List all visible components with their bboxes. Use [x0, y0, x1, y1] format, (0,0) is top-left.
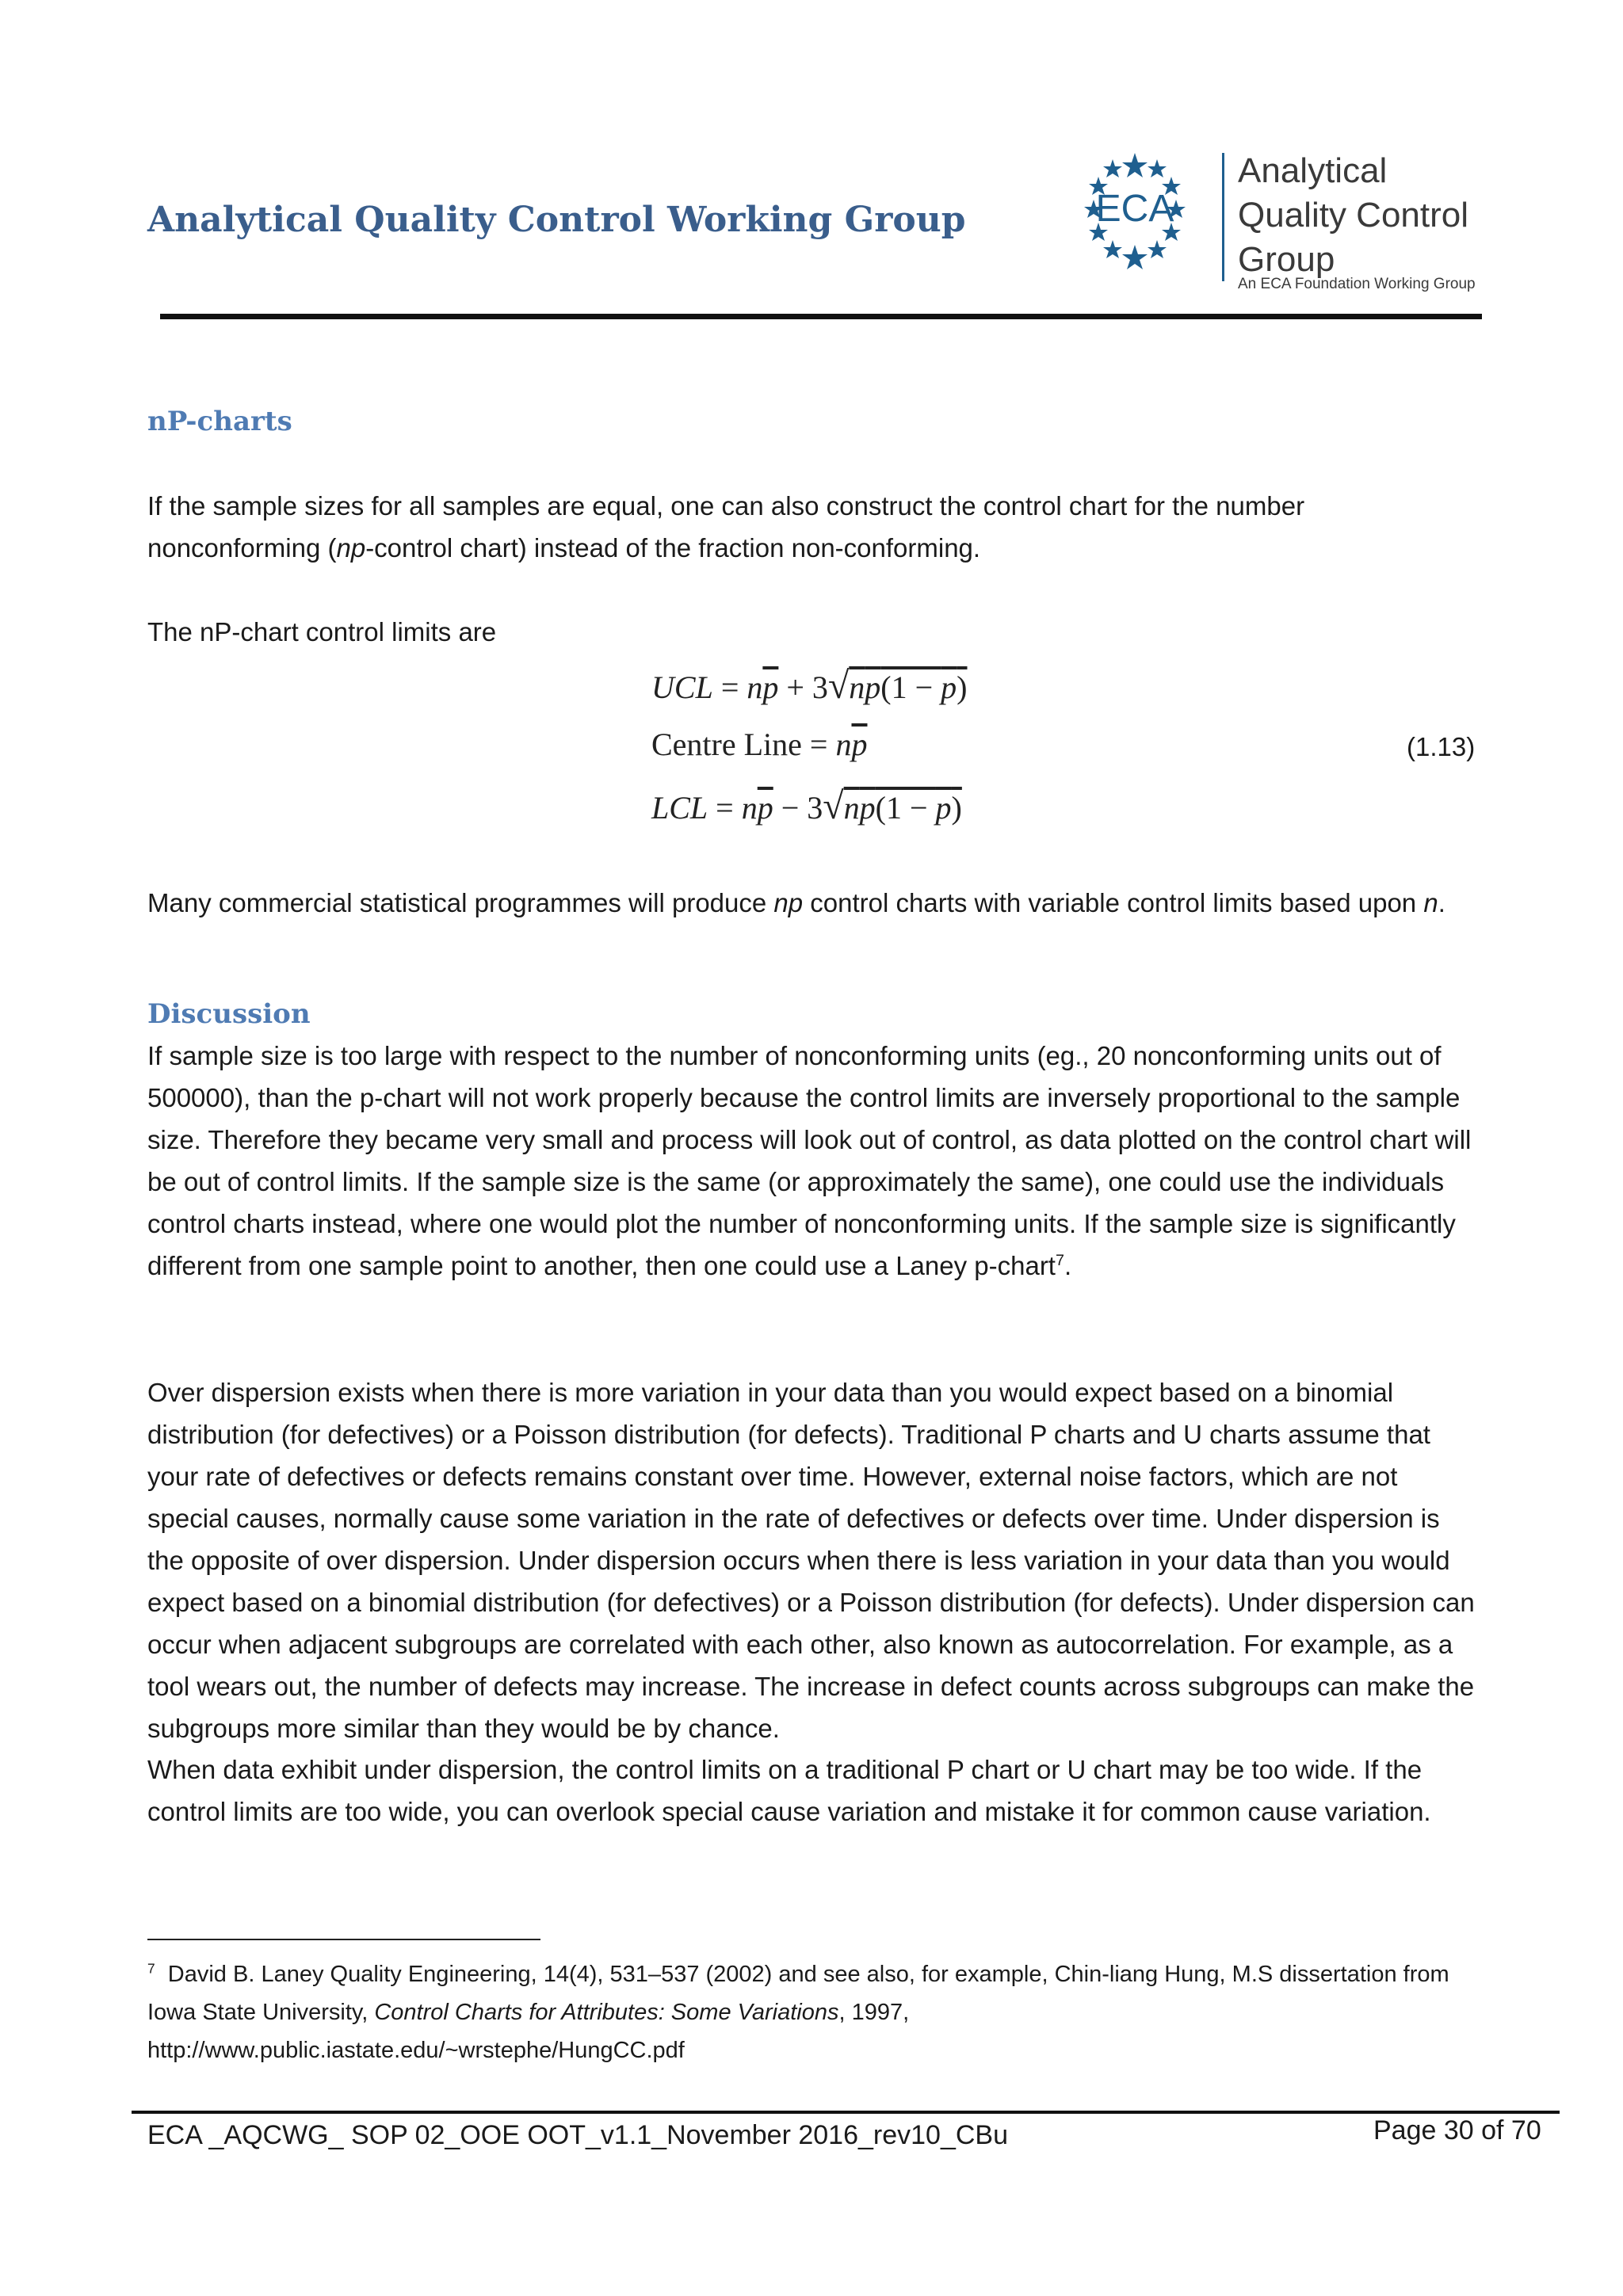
page-header-title: Analytical Quality Control Working Group — [147, 200, 966, 240]
footnote-number: 7 — [147, 1960, 155, 1977]
np-software-italic-n: n — [1423, 888, 1438, 917]
np-software-text-e: . — [1438, 888, 1445, 917]
logo-wordmark — [1238, 149, 1476, 293]
section-heading-discussion: Discussion — [147, 998, 311, 1030]
footnote-text-a: David B. Laney Quality Engineering, 14(4), 531–537 (2002) and see also, for example, Chin-liang Hung, M.S dissertation from Iowa State University — [147, 1962, 1449, 2025]
np-intro-italic: np — [336, 533, 366, 563]
footnote-text-b: , — [361, 2000, 375, 2025]
discussion-paragraph-1 — [147, 1035, 1479, 1287]
logo-subline: An ECA Foundation Working Group — [1238, 276, 1476, 292]
logo-star — [1122, 153, 1148, 177]
np-intro-text-c: -control chart) instead of the fraction non-conforming. — [365, 533, 981, 563]
np-intro-text-a: If the sample sizes for all samples are equal, one can also construct the control chart for the number nonconforming ( — [147, 491, 1305, 563]
logo-line-1: Analytical — [1238, 151, 1388, 190]
footnote-url-link[interactable]: http://www.public.iastate.edu/~wrstephe/HungCC.pdf — [147, 2038, 685, 2063]
formula-ucl: UCL = $n\overline{p} + 3√np(1 - p)$ — [651, 665, 968, 707]
header-rule — [160, 314, 1482, 319]
formula-centre-label: Centre Line — [651, 727, 802, 762]
formula-centre-line: Centre Line = $n\overline{p}$ — [651, 727, 868, 762]
logo-star — [1148, 159, 1167, 177]
np-software-paragraph — [147, 882, 1479, 924]
np-software-text-c: control charts with variable control limits based upon — [803, 888, 1424, 917]
footnote-title-italic: Control Charts for Attributes: Some Variations — [374, 2000, 839, 2025]
logo-mark: ECA — [1095, 188, 1174, 230]
footnote-text-d: , 1997, — [838, 2000, 910, 2025]
logo-line-3: Group — [1238, 240, 1335, 279]
np-software-text-a: Many commercial statistical programmes will produce — [147, 888, 774, 917]
footnote-7 — [147, 1955, 1495, 2069]
discussion-p1-text: If sample size is too large with respect to the number of nonconforming units (eg., 20 nonconforming units out of 500000), than the p-chart will not work properly because the control limits are inversely proportional to the sample size. Therefore they became very small and process will look out of control, as data plotted on the control chart will be out of control limits. If the sample size is the same (or approximately the same), one could use the individuals control charts instead, where one would plot the number of nonconforming units. If the sample size is significantly different from one sample point to another, then one could use a Laney p-chart — [147, 1041, 1472, 1280]
np-intro-paragraph — [147, 485, 1479, 569]
discussion-p1-end: . — [1064, 1251, 1072, 1280]
np-limits-intro: The nP-chart control limits are — [147, 617, 497, 646]
logo-line-2: Quality Control — [1238, 196, 1469, 235]
logo-star — [1148, 240, 1167, 258]
footer-rule — [132, 2111, 1560, 2114]
np-software-italic-np: np — [773, 888, 804, 917]
footnote-rule — [147, 1939, 540, 1940]
discussion-paragraph-3: When data exhibit under dispersion, the control limits on a traditional P chart or U chart may be too wide. If the control limits are too wide, you can overlook special cause variation and mistake it for common cause variation. — [147, 1755, 1431, 1826]
section-heading-np-charts: nP-charts — [147, 406, 292, 437]
logo-star — [1122, 245, 1148, 269]
formula-lcl: LCL = $n\overline{p} - 3√np(1 - p)$ — [651, 785, 962, 827]
logo-divider — [1222, 153, 1224, 281]
footnote-ref-7[interactable]: 7 — [1055, 1252, 1064, 1269]
logo-star — [1103, 159, 1122, 177]
footer-document-id: ECA _AQCWG_ SOP 02_OOE OOT_v1.1_November 2016_rev10_CBu — [147, 2120, 1009, 2150]
discussion-paragraph-2: Over dispersion exists when there is more variation in your data than you would expect based on a binomial distribution (for defectives) or a Poisson distribution (for defects). Traditional P charts and U charts assume that your rate of defectives or defects remains constant over time. However, external noise factors, which are not special causes, normally cause some variation in the rate of defectives or defects over time. Under dispersion is the opposite of over dispersion. Under dispersion occurs when there is less variation in your data than you would expect based on a binomial distribution (for defectives) or a Poisson distribution (for defects). Under dispersion can occur when adjacent subgroups are correlated with each other, also known as autocorrelation. For example, as a tool wears out, the number of defects may increase. The increase in defect counts across subgroups can make the subgroups more similar than they would be by chance. — [147, 1378, 1475, 1743]
equation-number: (1.13) — [1407, 732, 1476, 761]
footer-page-number: Page 30 of 70 — [1373, 2115, 1541, 2145]
logo-star — [1103, 240, 1122, 258]
